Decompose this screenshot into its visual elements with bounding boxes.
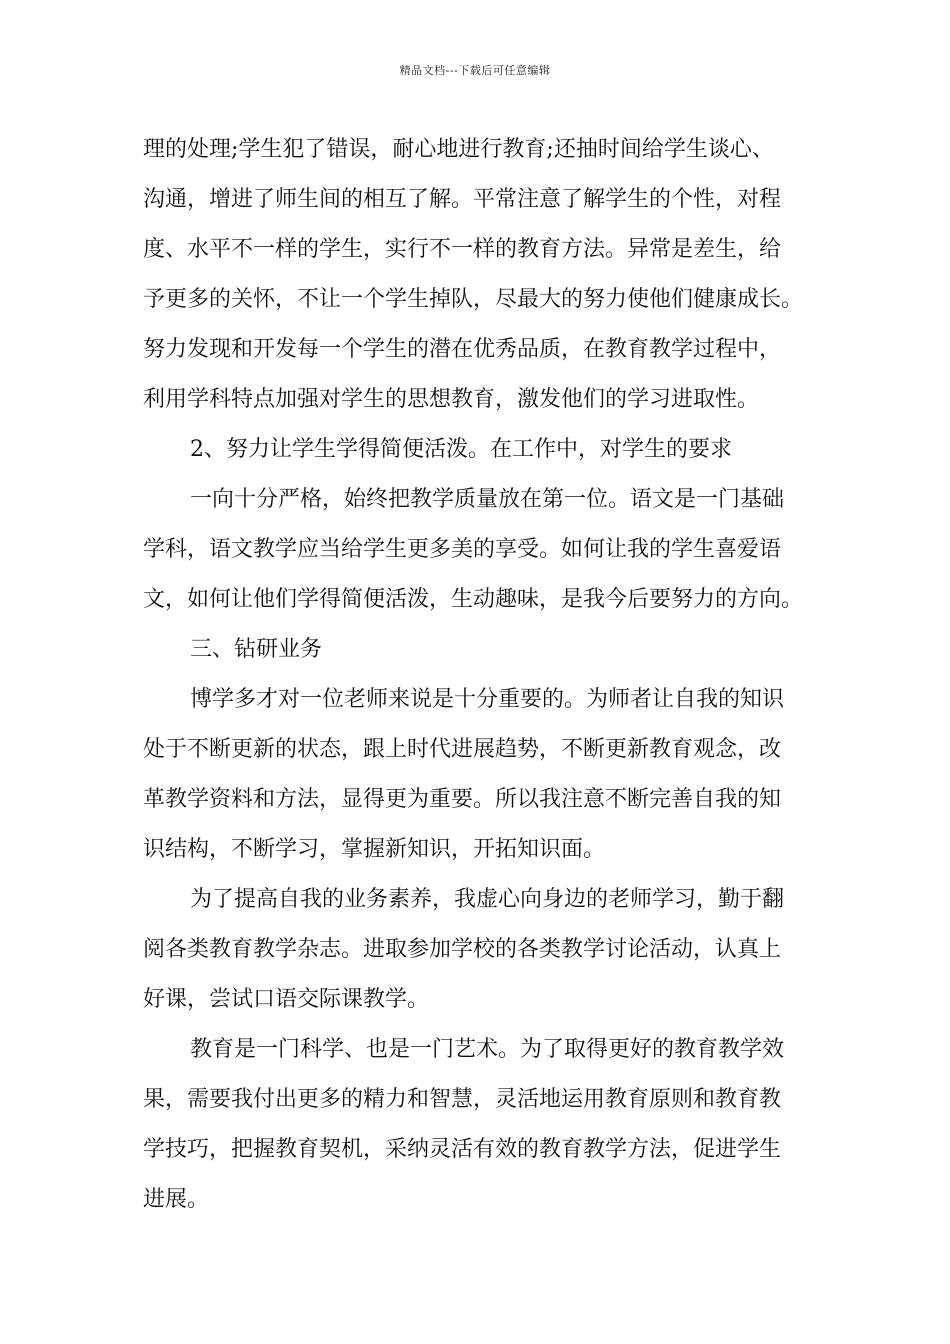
body-line: 处于不断更新的状态，跟上时代进展趋势，不断更新教育观念，改 [143,737,782,762]
body-line: 学科，语文教学应当给学生更多美的享受。如何让我的学生喜爱语 [143,537,782,562]
body-line: 沟通，增进了师生间的相互了解。平常注意了解学生的个性，对程 [143,187,782,212]
body-line: 为了提高自我的业务素养，我虚心向身边的老师学习，勤于翻 [190,887,785,912]
body-line: 教育是一门科学、也是一门艺术。为了取得更好的教育教学效 [190,1037,785,1062]
body-line: 一向十分严格，始终把教学质量放在第一位。语文是一门基础 [190,487,785,512]
body-line: 识结构，不断学习，掌握新知识，开拓知识面。 [143,837,606,862]
body-line: 利用学科特点加强对学生的思想教育，激发他们的学习进取性。 [143,387,760,412]
body-line: 阅各类教育教学杂志。进取参加学校的各类教学讨论活动，认真上 [143,937,782,962]
body-line: 努力发现和开发每一个学生的潜在优秀品质，在教育教学过程中， [143,337,782,362]
page-header: 精品文档---下载后可任意编辑 [399,64,551,77]
section-heading: 三、钻研业务 [190,637,323,662]
body-line: 博学多才对一位老师来说是十分重要的。为师者让自我的知识 [190,687,785,712]
body-line: 理的处理;学生犯了错误，耐心地进行教育;还抽时间给学生谈心、 [143,137,774,162]
body-line: 学技巧，把握教育契机，采纳灵活有效的教育教学方法，促进学生 [143,1137,782,1162]
body-line: 果，需要我付出更多的精力和智慧，灵活地运用教育原则和教育教 [143,1087,782,1112]
body-line: 度、水平不一样的学生，实行不一样的教育方法。异常是差生，给 [143,237,782,262]
body-line: 2、努力让学生学得简便活泼。在工作中，对学生的要求 [190,437,732,462]
body-line: 进展。 [143,1187,210,1212]
body-line: 革教学资料和方法，显得更为重要。所以我注意不断完善自我的知 [143,787,782,812]
body-line: 文，如何让他们学得简便活泼，生动趣味，是我今后要努力的方向。 [143,587,804,612]
body-line: 予更多的关怀，不让一个学生掉队，尽最大的努力使他们健康成长。 [143,287,804,312]
body-line: 好课，尝试口语交际课教学。 [143,987,430,1012]
